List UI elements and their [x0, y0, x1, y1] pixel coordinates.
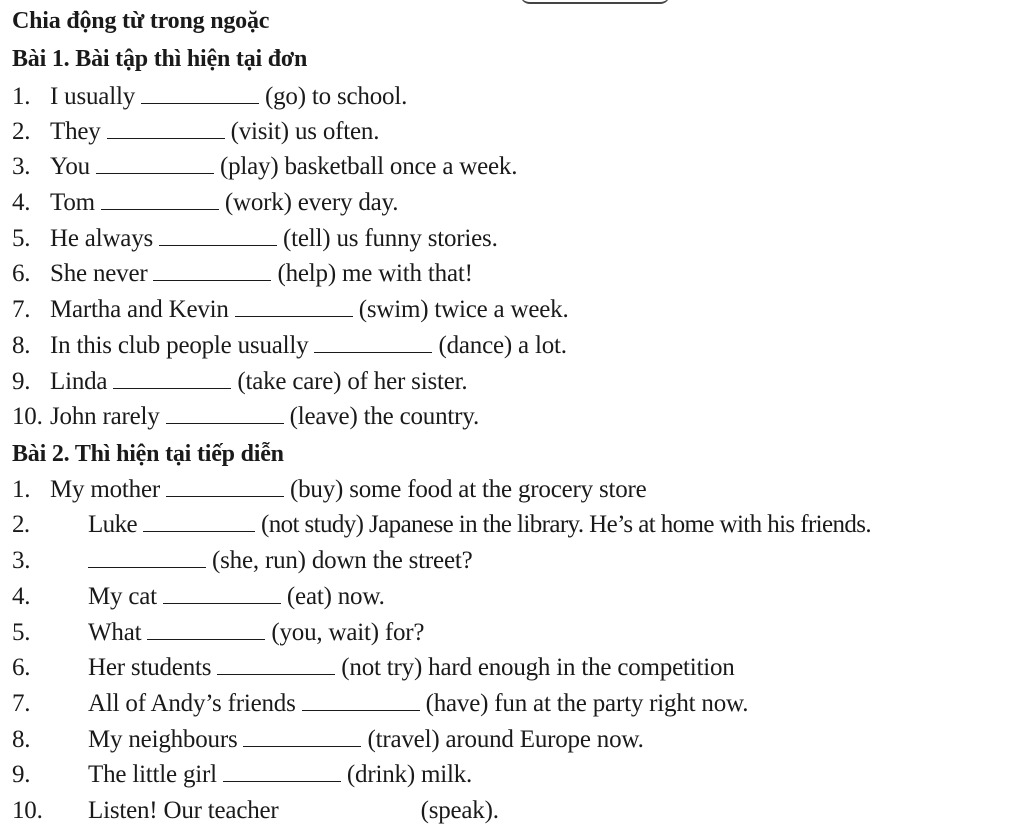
item-number: 2.: [12, 511, 30, 538]
item-text-before: Tom: [50, 189, 95, 216]
item-text-before: My mother: [50, 476, 160, 503]
exercise-item: [12, 117, 379, 147]
item-text-before: She never: [50, 260, 148, 287]
exercise-item: [12, 259, 473, 289]
item-text-before: My cat: [88, 583, 157, 610]
item-text-after: (take care) of her sister.: [237, 368, 468, 395]
item-text-after: (she, run) down the street?: [212, 547, 473, 574]
item-number: 7.: [12, 296, 31, 323]
answer-blank[interactable]: [217, 656, 335, 675]
exercise-item: [12, 82, 407, 112]
answer-blank[interactable]: [101, 191, 219, 210]
item-text-before: They: [50, 118, 101, 145]
item-text-after: (travel) around Europe now.: [367, 726, 644, 753]
section2-heading: Bài 2. Thì hiện tại tiếp diễn: [12, 441, 284, 467]
answer-blank[interactable]: [314, 334, 432, 353]
exercise-item: [12, 367, 467, 397]
answer-blank[interactable]: [113, 370, 231, 389]
item-text-after: (work) every day.: [224, 189, 399, 216]
section1-heading: Bài 1. Bài tập thì hiện tại đơn: [12, 46, 308, 72]
item-text-before: Listen! Our teacher: [88, 797, 279, 824]
answer-blank[interactable]: [223, 763, 341, 782]
item-text-before: You: [50, 153, 90, 180]
item-text-after: (drink) milk.: [346, 761, 473, 788]
exercise-item: [12, 618, 424, 648]
item-text-after: (speak).: [420, 797, 499, 824]
item-number: 5.: [12, 225, 31, 252]
item-text-after: (help) me with that!: [277, 260, 473, 287]
answer-blank[interactable]: [243, 728, 361, 747]
item-number: 7.: [12, 690, 31, 717]
item-text-after: (play) basketball once a week.: [219, 153, 518, 180]
item-number: 9.: [12, 368, 31, 395]
exercise-item: [12, 760, 472, 790]
item-text-after: (have) fun at the party right now.: [425, 690, 749, 717]
exercise-item: [12, 689, 748, 719]
item-text-after: (go) to school.: [265, 83, 408, 110]
item-text-before: I usually: [50, 83, 135, 110]
item-text-after: (eat) now.: [286, 583, 385, 610]
item-text-after: (swim) twice a week.: [358, 296, 569, 323]
item-text-before: The little girl: [88, 761, 217, 788]
exercise-item: [12, 653, 735, 683]
item-text-before: He always: [50, 225, 154, 252]
answer-blank[interactable]: [235, 298, 353, 317]
answer-blank[interactable]: [285, 800, 415, 818]
exercise-item: [12, 331, 567, 361]
answer-blank[interactable]: [302, 692, 420, 711]
answer-blank[interactable]: [143, 513, 255, 532]
item-text-before: Her students: [88, 654, 212, 681]
answer-blank[interactable]: [88, 549, 206, 568]
item-text-before: Luke: [88, 511, 137, 538]
answer-blank[interactable]: [147, 621, 265, 640]
item-number: 8.: [12, 332, 31, 359]
exercise-item: [12, 224, 498, 254]
item-number: 10.: [12, 797, 43, 824]
item-text-after: (visit) us often.: [230, 118, 380, 145]
item-text-before: John rarely: [50, 403, 160, 430]
item-text-after: (buy) some food at the grocery store: [290, 476, 647, 503]
item-text-before: All of Andy’s friends: [88, 690, 296, 717]
item-text-before: Linda: [50, 368, 108, 395]
item-text-before: In this club people usually: [50, 332, 309, 359]
exercise-item: [12, 725, 644, 755]
item-number: 3.: [12, 547, 31, 574]
exercise-item: [12, 796, 499, 826]
item-number: 9.: [12, 761, 31, 788]
answer-blank[interactable]: [166, 405, 284, 424]
worksheet-title: Chia động từ trong ngoặc: [12, 8, 270, 34]
item-text-before: What: [88, 619, 142, 646]
item-text-after: (you, wait) for?: [271, 619, 425, 646]
answer-blank[interactable]: [96, 155, 214, 174]
item-text-before: Martha and Kevin: [50, 296, 229, 323]
item-text-after: (dance) a lot.: [438, 332, 567, 359]
item-number: 4.: [12, 583, 31, 610]
item-number: 6.: [12, 260, 31, 287]
item-number: 6.: [12, 654, 31, 681]
answer-blank[interactable]: [153, 262, 271, 281]
exercise-item: [12, 475, 647, 505]
answer-blank[interactable]: [163, 585, 281, 604]
exercise-item: [12, 295, 569, 325]
exercise-item: [12, 582, 385, 612]
item-number: 5.: [12, 619, 31, 646]
item-text-after: (leave) the country.: [289, 403, 479, 430]
exercise-item: [12, 152, 517, 182]
exercise-item: [12, 546, 472, 576]
item-text-after: (not try) hard enough in the competition: [341, 654, 735, 681]
item-number: 4.: [12, 189, 31, 216]
exercise-item: [12, 188, 398, 218]
decorative-mark: [520, 0, 670, 4]
item-number: 8.: [12, 726, 31, 753]
item-number: 10.: [12, 403, 43, 430]
item-text-after: (not study) Japanese in the library. He’s at home with his friends.: [260, 511, 872, 538]
item-number: 3.: [12, 153, 31, 180]
exercise-item: [12, 402, 479, 432]
item-text-after: (tell) us funny stories.: [283, 225, 498, 252]
answer-blank[interactable]: [159, 227, 277, 246]
exercise-item: [12, 510, 871, 540]
item-number: 2.: [12, 118, 31, 145]
item-number: 1.: [12, 476, 31, 503]
answer-blank[interactable]: [141, 85, 259, 104]
item-number: 1.: [12, 83, 31, 110]
answer-blank[interactable]: [166, 478, 284, 497]
answer-blank[interactable]: [107, 120, 225, 139]
item-text-before: My neighbours: [88, 726, 238, 753]
